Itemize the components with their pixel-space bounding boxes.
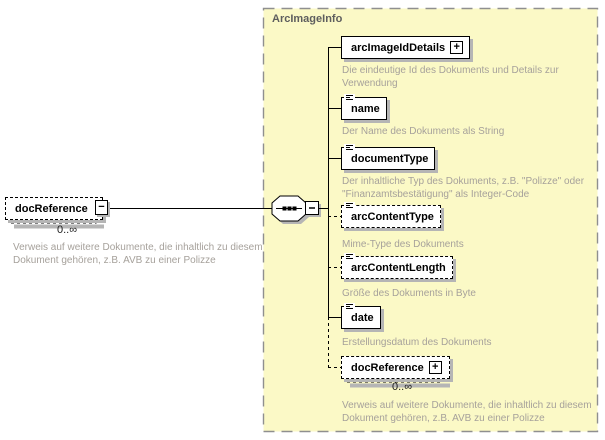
element-description: Verweis auf weitere Dokumente, die inhaltlich zu diesem Dokument gehören, z.B. AVB zu einer Polizze [342, 400, 592, 424]
element-description: Erstellungsdatum des Dokuments [342, 337, 492, 348]
element-arcimageiddetails[interactable] [341, 36, 470, 59]
text-content-icon [344, 202, 355, 210]
text-content-icon [344, 144, 355, 152]
text-content-icon [344, 253, 355, 261]
element-label: arcContentLength [351, 261, 446, 274]
element-description: Der Name des Dokuments als String [342, 126, 505, 137]
element-label: name [351, 102, 380, 115]
element-label: arcImageIdDetails [351, 41, 446, 54]
element-arccontenttype[interactable] [341, 205, 441, 228]
sequence-collapse-icon[interactable] [306, 202, 322, 218]
element-label: arcContentType [351, 210, 434, 223]
text-content-icon [344, 303, 355, 311]
element-documenttype[interactable] [341, 147, 435, 170]
element-docreference[interactable] [5, 197, 103, 220]
element-label: date [351, 311, 374, 324]
collapse-icon[interactable]: − [95, 200, 108, 215]
expand-icon[interactable]: + [450, 41, 463, 54]
element-label: docReference [15, 202, 88, 215]
element-arccontentlength[interactable] [341, 256, 453, 279]
occurrence-label: 0..∞ [57, 224, 78, 236]
complextype-label: ArcImageInfo [272, 13, 343, 25]
element-description: Verweis auf weitere Dokumente, die inhaltlich zu diesem Dokument gehören, z.B. AVB zu einer Polizze [13, 242, 263, 266]
element-description: Die eindeutige Id des Dokuments und Details zur Verwendung [342, 65, 559, 89]
occurrence-label: 0..∞ [392, 381, 413, 393]
element-docreference-child[interactable] [341, 356, 450, 379]
expand-icon[interactable]: + [429, 361, 442, 374]
element-description: Mime-Type des Dokuments [342, 239, 464, 250]
element-label: docReference [351, 361, 424, 374]
text-content-icon [344, 94, 355, 102]
element-label: documentType [351, 152, 429, 165]
element-description: Größe des Dokuments in Byte [342, 288, 476, 299]
element-description: Der inhaltliche Typ des Dokuments, z.B. "Polizze" oder "Finanzamtsbestätigung" als Integer-Code [342, 176, 585, 200]
element-date[interactable] [341, 306, 381, 329]
element-name[interactable] [341, 97, 387, 120]
